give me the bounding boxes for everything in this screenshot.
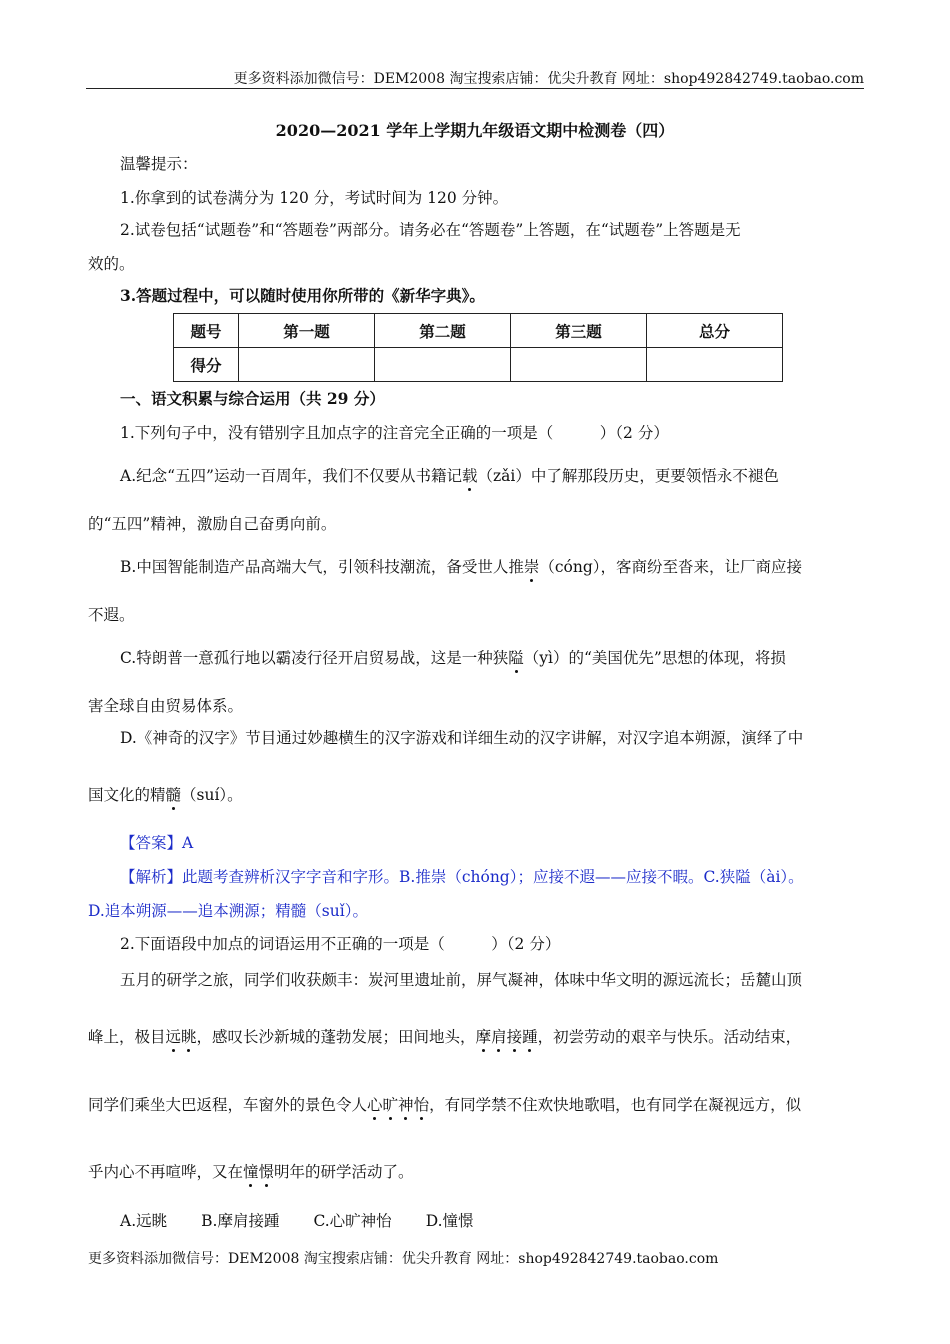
score-header-cell: 第二题 (375, 314, 511, 348)
dotted-char: 憬 (258, 1163, 275, 1181)
text-run: C.特朗普一意孤行地以霸凌行径开启贸易战，这是一种狭 (120, 649, 509, 667)
text-run: B.中国智能制造产品高端大气，引领科技潮流，备受世人推 (120, 558, 524, 576)
dotted-char: 摩 (475, 1028, 492, 1046)
dotted-char: 怡 (413, 1096, 430, 1114)
q2-passage-line3 (88, 1093, 801, 1115)
text-run: 峰上，极目 (88, 1028, 166, 1046)
text-run: A.纪念“五四”运动一百周年，我们不仅要从书籍记 (120, 467, 462, 485)
q1-option-a-line1 (120, 464, 779, 486)
dotted-char: 接 (506, 1028, 523, 1046)
dotted-char: 崇 (523, 558, 540, 576)
tip-2-line1: 2.试卷包括“试题卷”和“答题卷”两部分。请务必在“答题卷”上答题，在“试题卷”上答题是无 (120, 221, 741, 239)
q2-option-a: A.远眺 (120, 1212, 168, 1230)
page-footer: 更多资料添加微信号：DEM2008 淘宝搜索店铺：优尖升教育 网址：shop492842749.taobao.com (88, 1251, 719, 1267)
q2-option-c: C.心旷神怡 (313, 1212, 392, 1230)
tip-2-line2: 效的。 (88, 255, 135, 273)
dotted-char: 隘 (508, 649, 524, 667)
q1-option-a-line2: 的“五四”精神，激励自己奋勇向前。 (88, 515, 337, 533)
q2-option-b: B.摩肩接踵 (201, 1212, 280, 1230)
score-table-header-row (174, 314, 783, 348)
score-table-row (174, 348, 783, 382)
tip-3: 3.答题过程中，可以随时使用你所带的《新华字典》。 (120, 286, 485, 305)
text-run: （cóng），客商纷至沓来，让厂商应接 (539, 558, 803, 576)
q2-option-d: D.憧憬 (425, 1212, 474, 1230)
exam-title: 2020—2021 学年上学期九年级语文期中检测卷（四） (275, 121, 675, 140)
score-header-cell: 第一题 (239, 314, 375, 348)
dotted-char: 眺 (181, 1028, 197, 1046)
q1-option-c-line1 (120, 646, 786, 668)
text-run: ，感叹长沙新城的蓬勃发展；田间地头， (196, 1028, 476, 1046)
section-1-title: 一、语文积累与综合运用（共 29 分） (120, 389, 385, 408)
dotted-char: 憧 (243, 1163, 259, 1181)
q1-answer: 【答案】A (120, 834, 194, 852)
header-divider (86, 88, 864, 89)
text-run: （suí）。 (181, 786, 243, 804)
tip-1: 1.你拿到的试卷满分为 120 分，考试时间为 120 分钟。 (120, 189, 509, 207)
text-run: 明年的研学活动了。 (274, 1163, 414, 1181)
score-table (173, 313, 783, 382)
q1-analysis-line1: 【解析】此题考查辨析汉字字音和字形。B.推崇（chóng）；应接不遐——应接不暇。C.狭隘（ài）。 (120, 868, 804, 886)
dotted-char: 载 (461, 467, 478, 485)
dotted-char: 肩 (491, 1028, 507, 1046)
dotted-char: 心 (367, 1096, 383, 1114)
score-header-cell: 题号 (174, 314, 239, 348)
q2-passage-line4 (88, 1160, 414, 1182)
score-header-cell: 第三题 (511, 314, 647, 348)
text-run: 乎内心不再喧哗，又在 (88, 1163, 244, 1181)
q1-analysis-line2: D.追本朔源——追本溯源；精髓（suǐ）。 (88, 902, 368, 920)
q2-passage-line2 (88, 1025, 801, 1047)
text-run: ，初尝劳动的艰辛与快乐。活动结束， (537, 1028, 802, 1046)
score-row-label: 得分 (174, 348, 239, 382)
page-header: 更多资料添加微信号：DEM2008 淘宝搜索店铺：优尖升教育 网址：shop492842749.taobao.com (233, 71, 864, 87)
dotted-char: 髓 (165, 786, 182, 804)
dotted-char: 神 (398, 1096, 414, 1114)
text-run: 国文化的精 (88, 786, 166, 804)
q1-option-d-line2 (88, 783, 243, 805)
q1-option-b-line1 (120, 555, 802, 577)
score-cell (647, 348, 783, 382)
text-run: （zǎi）中了解那段历史，更要领悟永不褪色 (477, 467, 779, 485)
q2-options (120, 1209, 508, 1231)
q1-option-c-line2: 害全球自由贸易体系。 (88, 697, 244, 715)
tips-label: 温馨提示： (120, 155, 198, 173)
q2-passage-line1: 五月的研学之旅，同学们收获颇丰：炭河里遗址前，屏气凝神，体味中华文明的源远流长；岳麓山顶 (120, 971, 803, 989)
text-run: 同学们乘坐大巴返程，车窗外的景色令人 (88, 1096, 368, 1114)
score-header-cell: 总分 (647, 314, 783, 348)
score-cell (511, 348, 647, 382)
score-cell (239, 348, 375, 382)
dotted-char: 远 (165, 1028, 182, 1046)
q1-option-b-line2: 不遐。 (88, 606, 135, 624)
dotted-char: 踵 (522, 1028, 538, 1046)
q1-stem: 1.下列句子中，没有错别字且加点字的注音完全正确的一项是（ ）（2 分） (120, 424, 669, 442)
score-cell (375, 348, 511, 382)
q2-stem: 2.下面语段中加点的词语运用不正确的一项是（ ）（2 分） (120, 935, 561, 953)
q1-option-d-line1: D.《神奇的汉字》节目通过妙趣横生的汉字游戏和详细生动的汉字讲解，对汉字追本朔源，演绎了中 (120, 729, 804, 747)
text-run: （yì）的“美国优先”思想的体现，将损 (523, 649, 786, 667)
dotted-char: 旷 (382, 1096, 399, 1114)
text-run: ，有同学禁不住欢快地歌唱，也有同学在凝视远方，似 (429, 1096, 802, 1114)
